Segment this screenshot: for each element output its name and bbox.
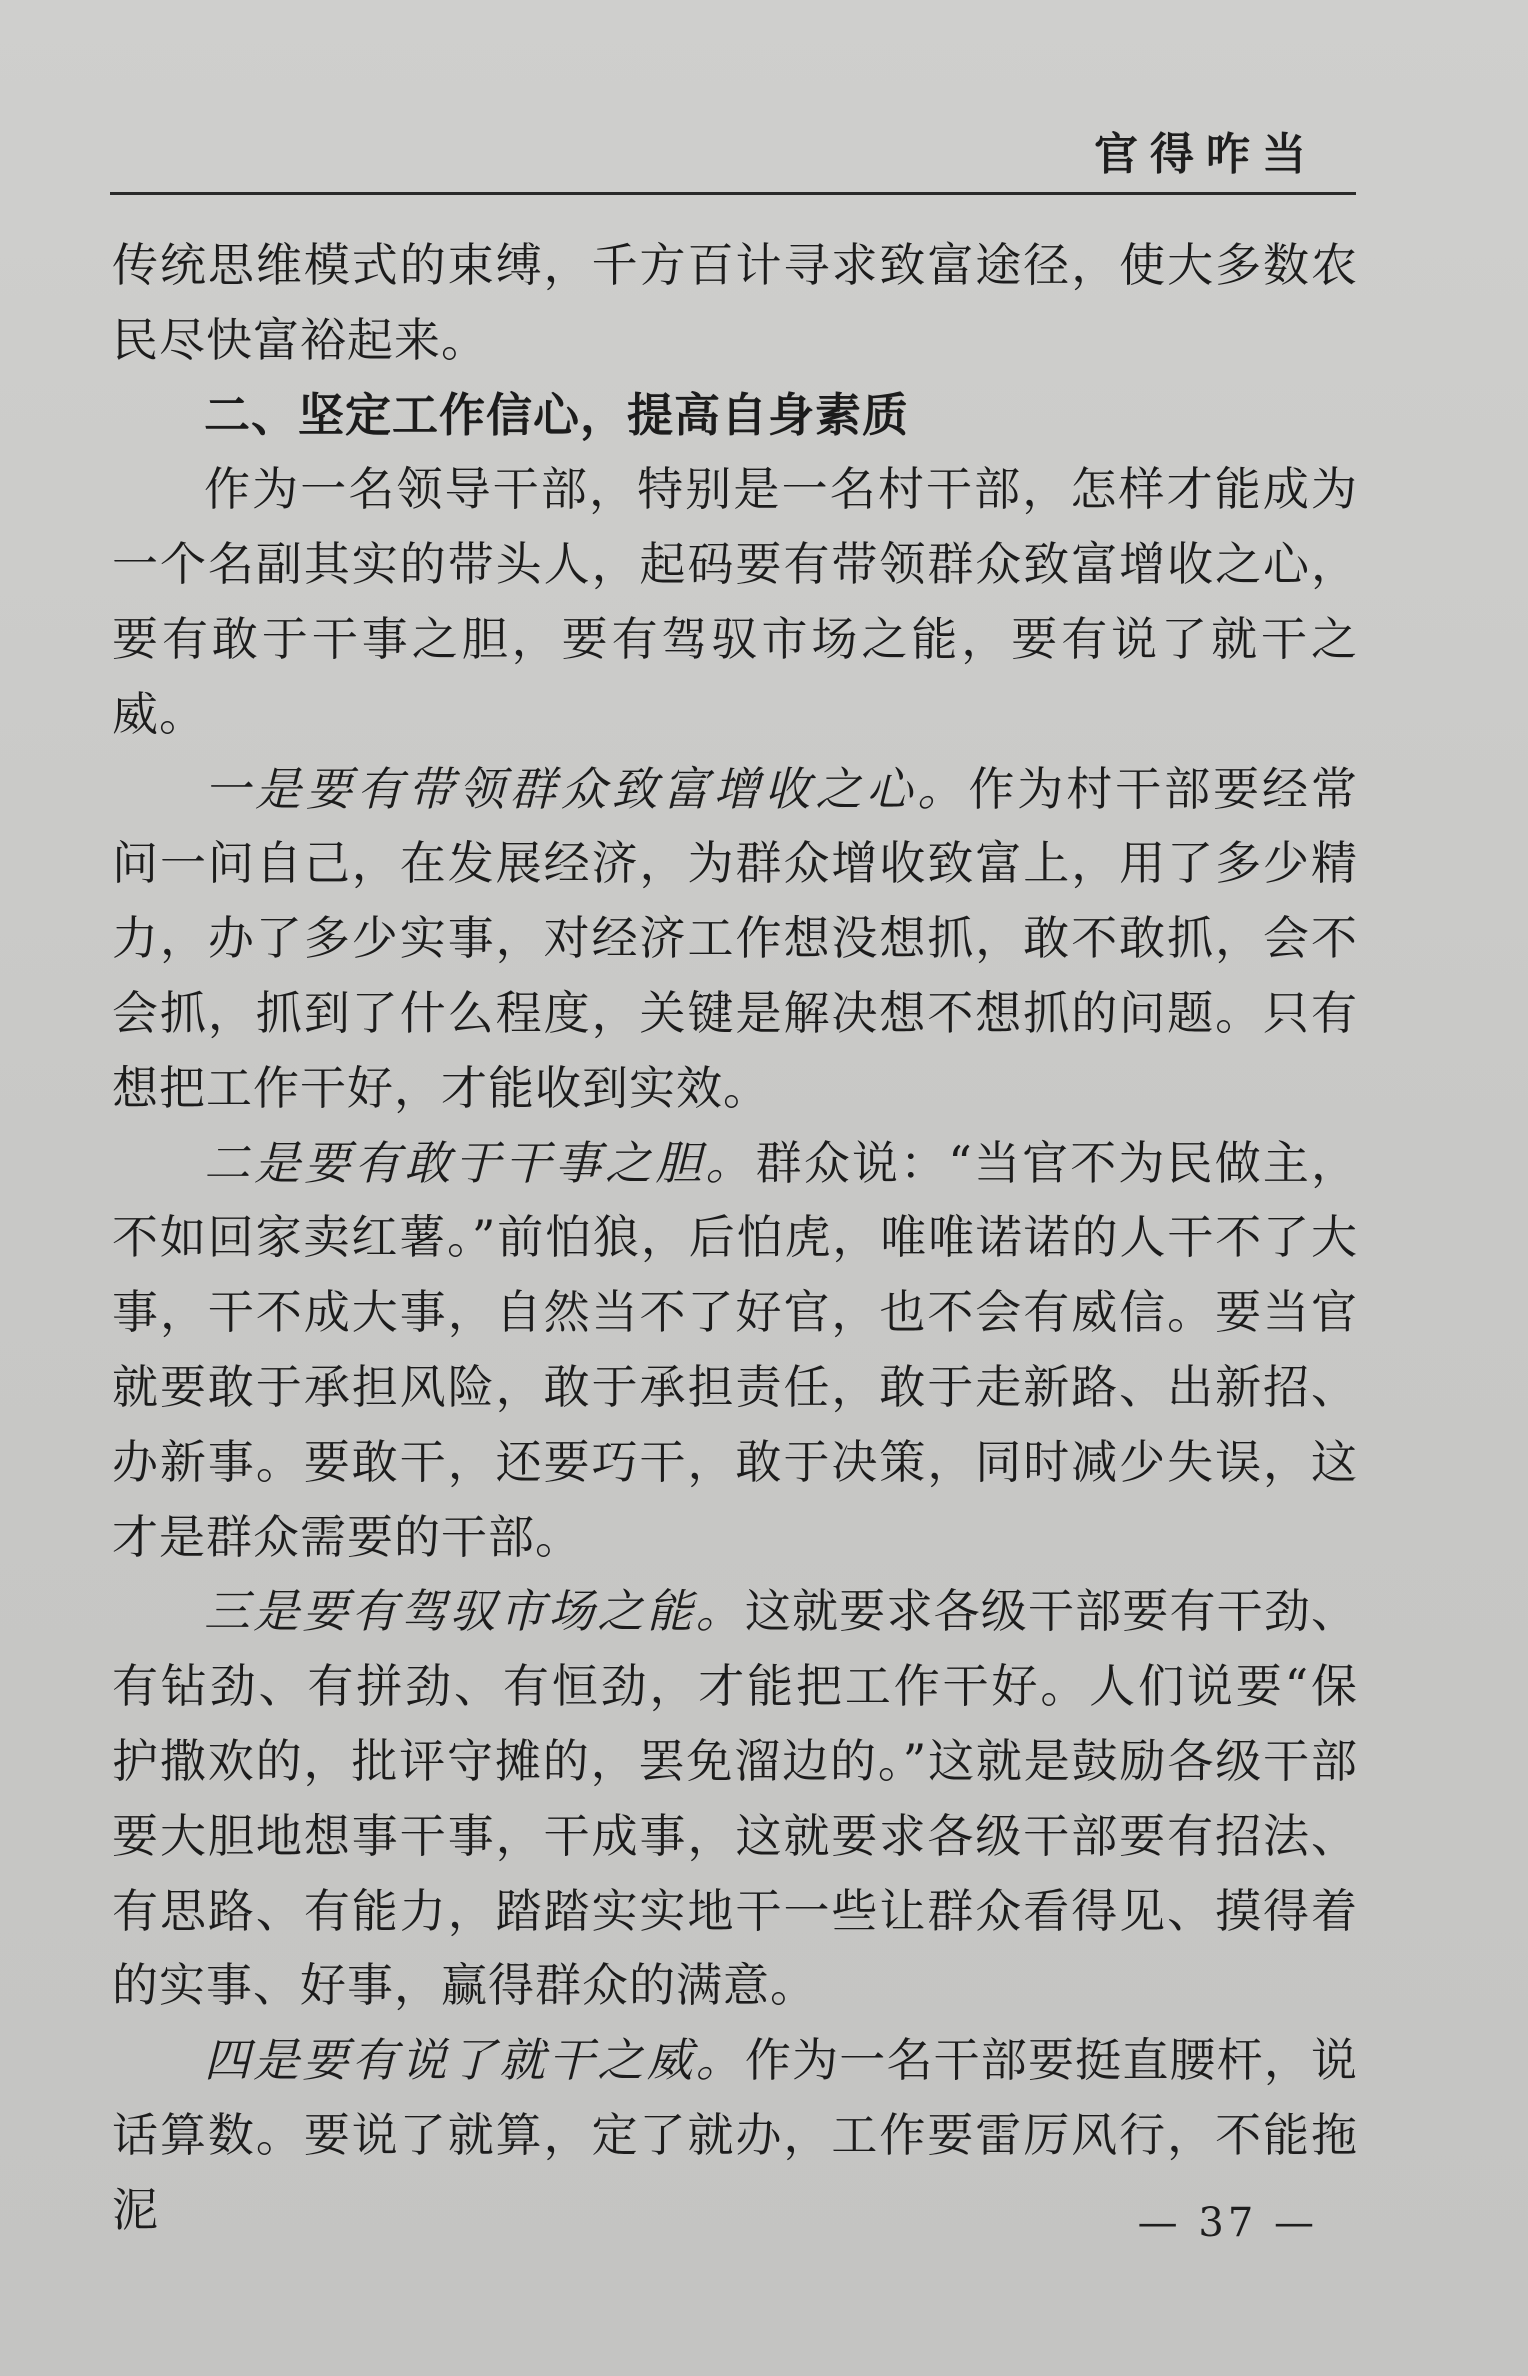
paragraph-lead: 四是要有说了就干之威。	[204, 2033, 745, 2088]
header-rule	[110, 192, 1356, 195]
paragraph-continued: 传统思维模式的束缚，千方百计寻求致富途径，使大多数农民尽快富裕起来。	[112, 238, 1358, 367]
paragraph-lead: 二是要有敢于干事之胆。	[204, 1135, 756, 1190]
paragraph-lead: 一是要有带领群众致富增收之心。	[204, 761, 969, 816]
paragraph-lead: 三是要有驾驭市场之能。	[204, 1584, 745, 1639]
paragraph: 作为一名领导干部，特别是一名村干部，怎样才能成为一个名副其实的带头人，起码要有带领群众致富增收之心，要有敢于干事之胆，要有驾驭市场之能，要有说了就干之威。	[112, 462, 1358, 741]
paragraph	[112, 752, 1358, 1126]
paragraph-body: 作为村干部要经常问一问自己，在发展经济，为群众增收致富上，用了多少精力，办了多少实事，对经济工作想没想抓，敢不敢抓，会不会抓，抓到了什么程度，关键是解决想不想抓的问题。只有想把工作干好，才能收到实效。	[112, 761, 1359, 1115]
section-heading: 二、坚定工作信心，提高自身素质	[204, 387, 909, 442]
paragraph-body: 作为一名干部要挺直腰杆，说话算数。要说了就算，定了就办，工作要雷厉风行，不能拖泥	[112, 2033, 1359, 2237]
paragraph	[112, 1574, 1358, 2023]
page-number: — 37 —	[1137, 2200, 1318, 2246]
running-header-title: 官得咋当	[1094, 129, 1318, 180]
body-text	[112, 228, 1358, 2248]
paragraph-body: 这就要求各级干部要有干劲、有钻劲、有拼劲、有恒劲，才能把工作干好。人们说要“保护撒欢的，批评守摊的，罢免溜边的。”这就是鼓励各级干部要大胆地想事干事，干成事，这就要求各级干部要有招法、有思路、有能力，踏踏实实地干一些让群众看得见、摸得着的实事、好事，赢得群众的满意。	[112, 1584, 1359, 2013]
paragraph-body: 群众说：“当官不为民做主，不如回家卖红薯。”前怕狼，后怕虎，唯唯诺诺的人干不了大事，干不成大事，自然当不了好官，也不会有威信。要当官就要敢于承担风险，敢于承担责任，敢于走新路、出新招、办新事。要敢干，还要巧干，敢于决策，同时减少失误，这才是群众需要的干部。	[112, 1135, 1358, 1564]
paragraph	[112, 1126, 1358, 1575]
